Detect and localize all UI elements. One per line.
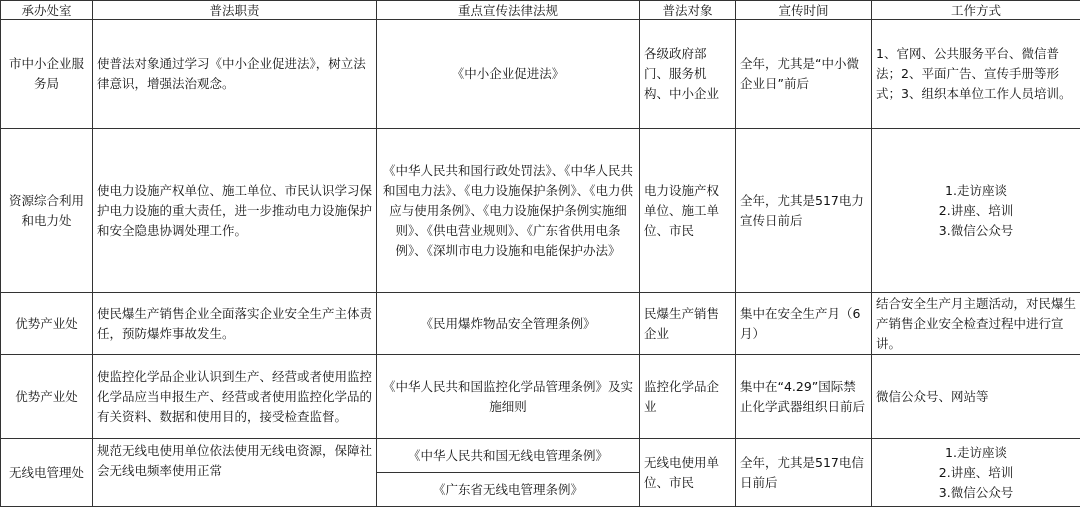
cell-target: 无线电使用单位、市民 [640, 439, 736, 507]
cell-method: 1.走访座谈 2.讲座、培训 3.微信公众号 [872, 129, 1080, 293]
cell-target: 电力设施产权单位、施工单位、市民 [640, 129, 736, 293]
table-row [1, 355, 1080, 439]
cell-time: 集中在“4.29”国际禁止化学武器组织日前后 [736, 355, 872, 439]
header-target: 普法对象 [640, 1, 736, 20]
cell-method: 微信公众号、网站等 [872, 355, 1080, 439]
cell-laws: 《中华人民共和国监控化学品管理条例》及实施细则 [377, 355, 640, 439]
cell-dept: 无线电管理处 [1, 439, 93, 507]
cell-laws: 《中华人民共和国行政处罚法》、《中华人民共和国电力法》、《电力设施保护条例》、《电力供应与使用条例》、《电力设施保护条例实施细则》、《供电营业规则》、《广东省供用电条例》、《深圳市电力设施和电能保护办法》 [377, 129, 640, 293]
cell-time: 集中在安全生产月（6月） [736, 293, 872, 355]
cell-target: 各级政府部门、服务机构、中小企业 [640, 20, 736, 129]
cell-dept: 优势产业处 [1, 355, 93, 439]
cell-method: 1、官网、公共服务平台、微信普法；2、平面广告、宣传手册等形式；3、组织本单位工作人员培训。 [872, 20, 1080, 129]
cell-laws: 《中华人民共和国无线电管理条例》 [377, 439, 640, 473]
table-row [1, 293, 1080, 355]
header-method: 工作方式 [872, 1, 1080, 20]
cell-laws: 《中小企业促进法》 [377, 20, 640, 129]
cell-duty: 使民爆生产销售企业全面落实企业安全生产主体责任，预防爆炸事故发生。 [93, 293, 377, 355]
header-time: 宣传时间 [736, 1, 872, 20]
cell-laws: 《广东省无线电管理条例》 [377, 473, 640, 507]
cell-laws: 《民用爆炸物品安全管理条例》 [377, 293, 640, 355]
cell-target: 民爆生产销售企业 [640, 293, 736, 355]
cell-duty: 规范无线电使用单位依法使用无线电资源，保障社会无线电频率使用正常 [93, 439, 377, 507]
cell-duty: 使电力设施产权单位、施工单位、市民认识学习保护电力设施的重大责任，进一步推动电力设施保护和安全隐患协调处理工作。 [93, 129, 377, 293]
cell-dept: 资源综合利用和电力处 [1, 129, 93, 293]
cell-duty: 使监控化学品企业认识到生产、经营或者使用监控化学品应当申报生产、经营或者使用监控化学品的有关资料、数据和使用目的，接受检查监督。 [93, 355, 377, 439]
cell-time: 全年，尤其是517电信日前后 [736, 439, 872, 507]
header-dept: 承办处室 [1, 1, 93, 20]
header-duty: 普法职责 [93, 1, 377, 20]
table-row [1, 439, 1080, 473]
cell-duty: 使普法对象通过学习《中小企业促进法》，树立法律意识，增强法治观念。 [93, 20, 377, 129]
table-row [1, 20, 1080, 129]
header-row [1, 1, 1080, 20]
cell-time: 全年，尤其是517电力宣传日前后 [736, 129, 872, 293]
cell-target: 监控化学品企业 [640, 355, 736, 439]
table-row [1, 129, 1080, 293]
cell-method: 结合安全生产月主题活动，对民爆生产销售企业安全检查过程中进行宣讲。 [872, 293, 1080, 355]
cell-time: 全年，尤其是“中小微企业日”前后 [736, 20, 872, 129]
cell-dept: 市中小企业服务局 [1, 20, 93, 129]
header-laws: 重点宣传法律法规 [377, 1, 640, 20]
cell-method: 1.走访座谈 2.讲座、培训 3.微信公众号 [872, 439, 1080, 507]
cell-dept: 优势产业处 [1, 293, 93, 355]
